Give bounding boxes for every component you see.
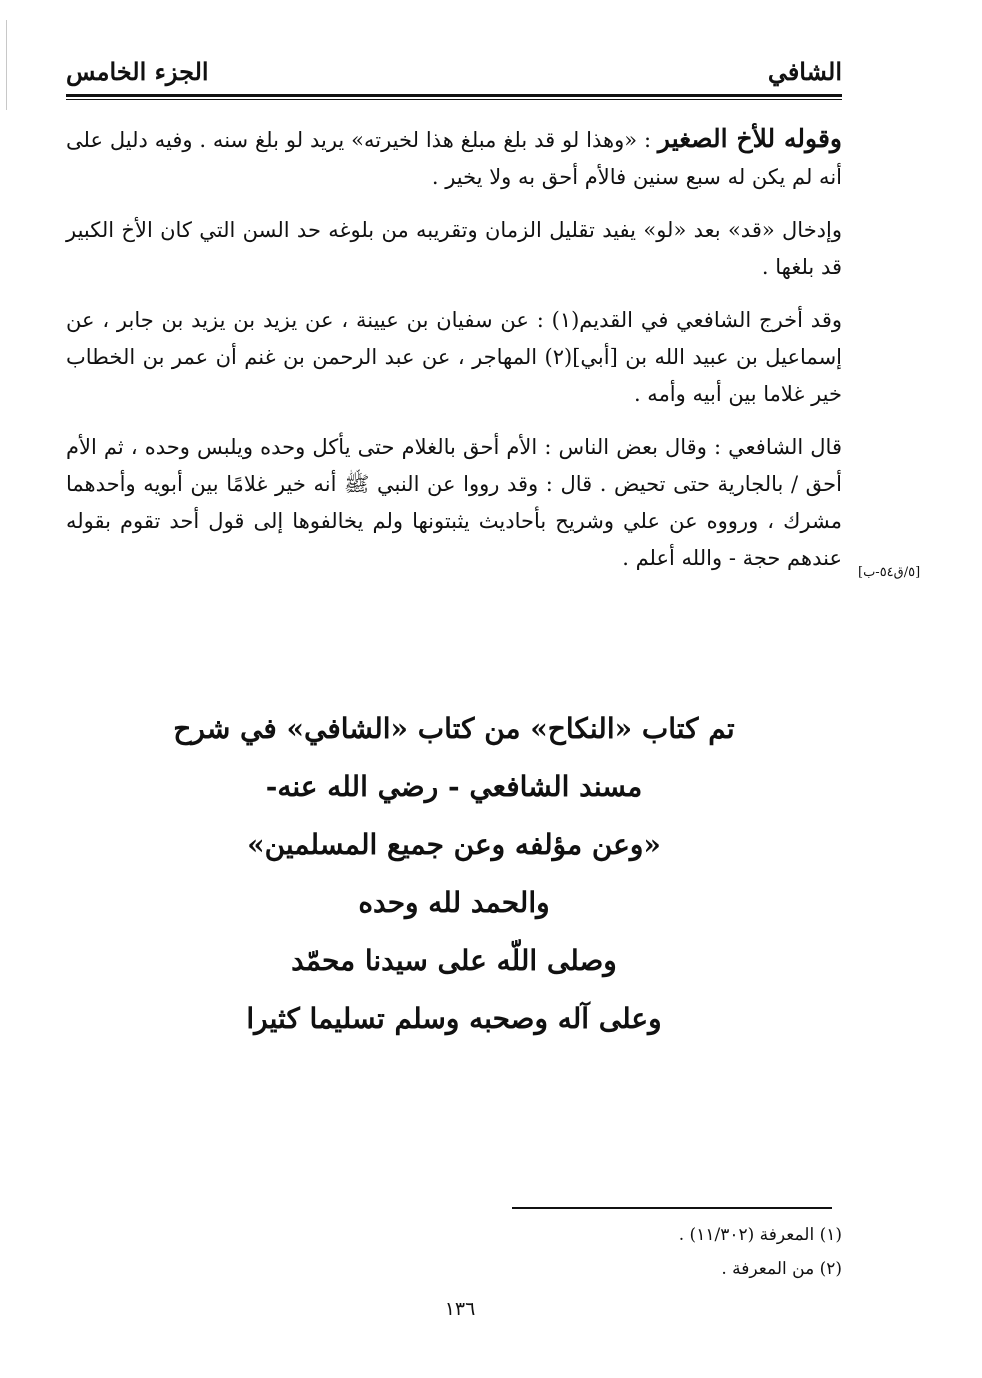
main-text (66, 120, 842, 593)
page-number: ١٣٦ (444, 1298, 476, 1320)
paragraph-2 (66, 212, 842, 286)
margin-manuscript-ref: [٥/ق٥٤-ب] (858, 565, 921, 580)
header-rule-thin (66, 99, 842, 100)
colophon-line-2: مسند الشافعي - رضي الله عنه- (265, 770, 643, 803)
paragraph-4 (66, 429, 842, 577)
footnote-1: (١) المعرفة (١١/٣٠٢) . (678, 1225, 842, 1245)
scan-edge-line (6, 20, 7, 110)
colophon-line-5: وصلى اللّه على سيدنا محمّد (291, 944, 617, 977)
colophon-line-1: تم كتاب «النكاح» من كتاب «الشافي» في شرح (173, 712, 735, 745)
paragraph-2-text: وإدخال «قد» بعد «لو» يفيد تقليل الزمان وتقريبه من بلوغه حد السن التي كان الأخ الكبير قد بلغها . (66, 218, 842, 279)
running-header (66, 48, 842, 94)
paragraph-1-lead: وقوله للأخ الصغير (657, 124, 842, 153)
colophon-line-4: والحمد لله وحده (358, 886, 550, 919)
colophon (66, 700, 842, 1048)
paragraph-1-text: : «وهذا لو قد بلغ مبلغ هذا لخيرته» يريد لو بلغ سنه . وفيه دليل على أنه لم يكن له سبع سنين فالأم أحق به ولا يخير . (66, 128, 842, 189)
paragraph-3 (66, 302, 842, 413)
header-volume-title: الجزء الخامس (66, 56, 209, 86)
paragraph-1 (66, 120, 842, 196)
footnote-2: (٢) من المعرفة . (721, 1259, 842, 1279)
colophon-line-6: وعلى آله وصحبه وسلم تسليما كثيرا (246, 1002, 662, 1035)
header-rule (66, 94, 842, 97)
footnote-rule (512, 1207, 832, 1209)
paragraph-4-text: قال الشافعي : وقال بعض الناس : الأم أحق بالغلام حتى يأكل وحده ويلبس وحده ، ثم الأم أحق / بالجارية حتى تحيض . قال : وقد رووا عن النبي ﷺ أنه خير غلامًا بين أبويه وأحدهما مشرك ، ورووه عن علي وشريح بأحاديث يثبتونها ولم يخالفوها إلى قول أحد تقوم بقوله عندهم حجة - والله أعلم . (66, 435, 843, 570)
footnotes (512, 1218, 842, 1286)
paragraph-3-text: وقد أخرج الشافعي في القديم(١) : عن سفيان بن عيينة ، عن يزيد بن يزيد بن جابر ، عن إسماعيل بن عبيد الله بن [أبي](٢) المهاجر ، عن عبد الرحمن بن غنم أن عمر بن الخطاب خير غلاما بين أبيه وأمه . (66, 308, 843, 406)
colophon-line-3: «وعن مؤلفه وعن جميع المسلمين» (247, 828, 661, 861)
header-book-title: الشافي (767, 56, 842, 86)
